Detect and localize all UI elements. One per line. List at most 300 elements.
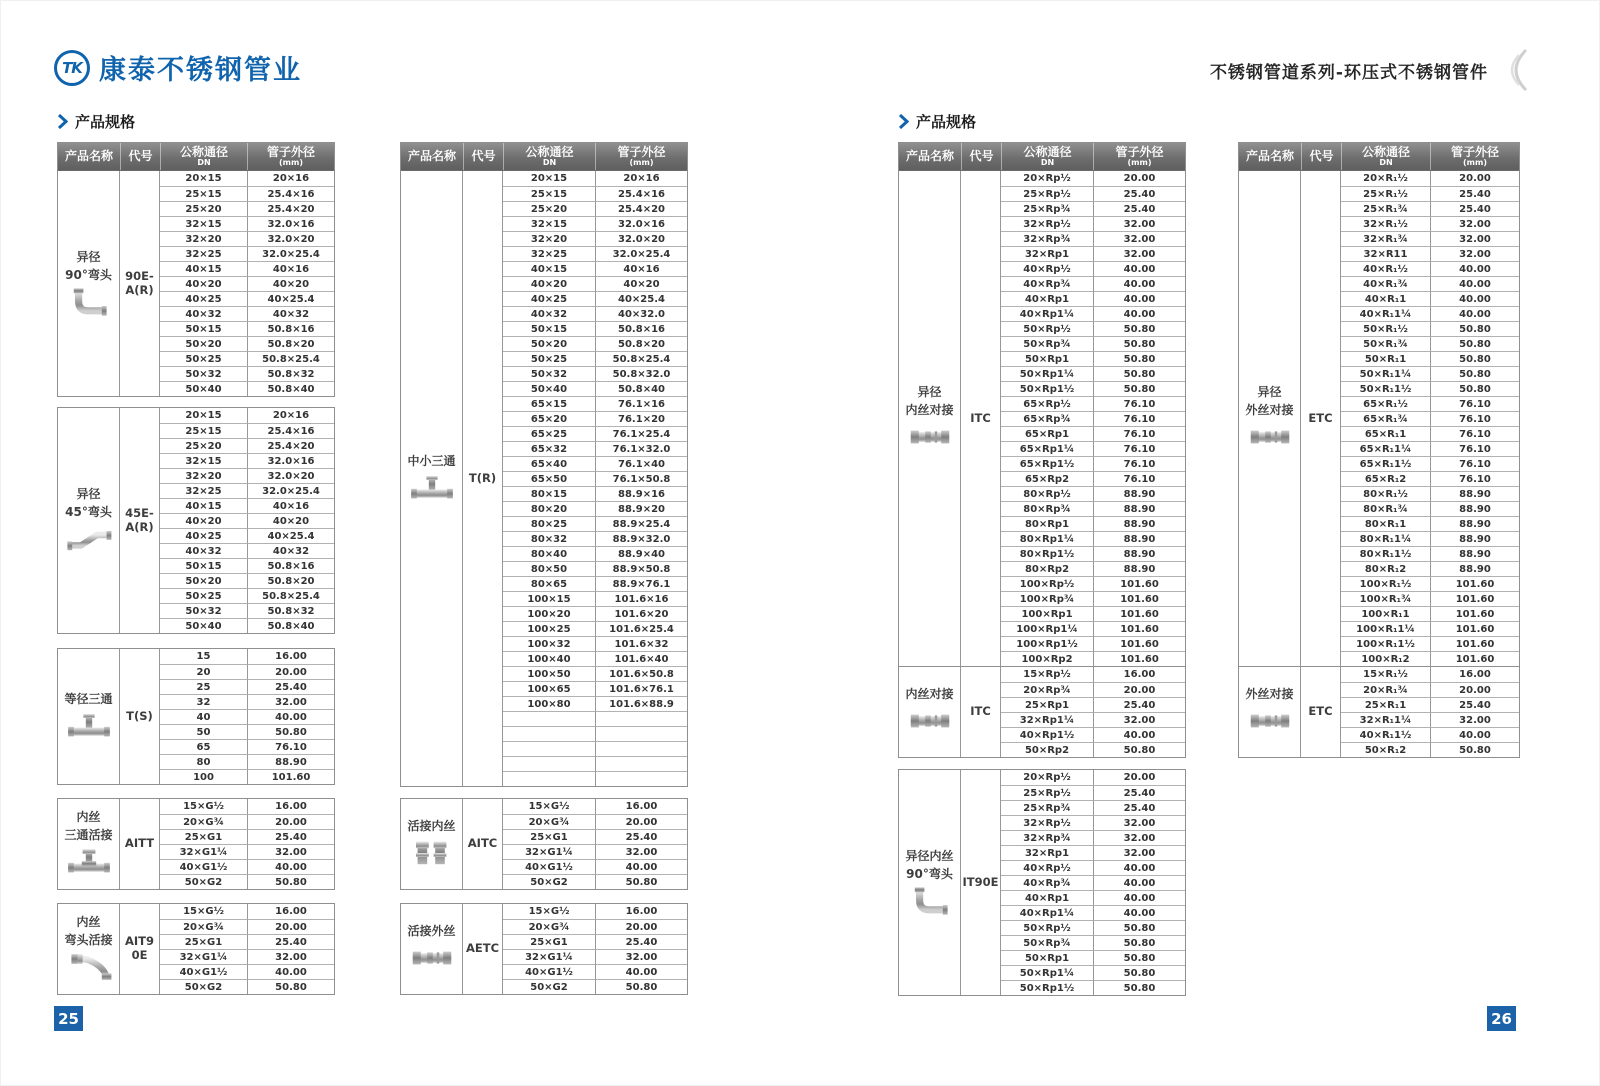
dn-cell: 50×G2 [503,979,595,994]
od-cell: 76.1×50.8 [595,471,687,486]
dn-cell: 20×Rp½ [1023,772,1071,783]
od-cell: 88.90 [1093,501,1185,516]
od-cell: 32.00 [1093,712,1185,727]
od-cell [595,711,687,726]
od-cell: 40.00 [1093,875,1185,890]
product-code: AITC [463,799,503,889]
dn-cell: 100×50 [503,666,595,681]
od-cell: 25.40 [1093,785,1185,800]
dn-cell: 50×R₁¾ [1341,336,1430,351]
od-cell: 76.1×40 [595,456,687,471]
od-cell: 25.4×20 [247,438,334,453]
od-cell: 40.00 [1093,261,1185,276]
od-cell: 50.8×40 [247,381,334,396]
od-cell: 16.00 [595,904,687,919]
dn-cell: 40×R₁1 [1341,291,1430,306]
dn-cell: 15×G½ [528,906,570,917]
column-header-label: 管子外径 [266,145,315,159]
od-cell: 20.00 [1093,171,1185,186]
dn-cell: 100×Rp1 [1001,606,1093,621]
dn-cell: 40×Rp¾ [1001,276,1093,291]
product-section [58,171,334,396]
dn-cell: 65 [160,739,247,754]
union-pair-icon [406,837,458,869]
od-cell: 32.00 [1093,815,1185,830]
dn-cell: 100×25 [503,621,595,636]
dn-cell: 40×25 [160,528,247,543]
dn-cell: 50×15 [503,321,595,336]
dn-cell: 50 [160,724,247,739]
product-code: 90E-A(R) [120,171,160,396]
tee-union-icon [63,846,115,878]
coupling-icon [904,421,956,453]
od-cell: 101.60 [1093,606,1185,621]
od-cell: 40.00 [1093,905,1185,920]
dn-cell [503,741,595,756]
od-cell: 25.40 [247,829,334,844]
od-cell: 32.00 [247,949,334,964]
od-cell: 101.60 [1093,576,1185,591]
spec-table-reducing-tee [400,142,688,787]
od-cell: 25.4×16 [595,186,687,201]
od-cell: 32.0×16 [247,453,334,468]
od-cell: 88.90 [1430,561,1519,576]
dn-cell: 50×20 [503,336,595,351]
dn-cell: 65×R₁¾ [1341,411,1430,426]
od-cell: 76.10 [1093,411,1185,426]
od-cell: 32.0×20 [247,468,334,483]
column-header-sublabel: DN [1379,157,1393,167]
od-cell: 32.0×16 [247,216,334,231]
dn-cell: 50×25 [160,588,247,603]
od-cell: 50.80 [1093,950,1185,965]
od-cell: 32.00 [247,694,334,709]
dn-cell: 80×20 [503,501,595,516]
od-cell: 50.80 [247,724,334,739]
od-cell: 88.90 [1093,546,1185,561]
od-cell: 40×32.0 [595,306,687,321]
product-section [899,171,1185,666]
dn-cell: 40×25 [503,291,595,306]
od-cell: 16.00 [247,799,334,814]
od-cell: 32.00 [247,844,334,859]
company-name: 康泰不锈钢管业 [99,55,302,86]
od-cell: 88.9×50.8 [595,561,687,576]
product-name: 弯头活接 [64,933,113,947]
od-cell: 25.40 [1430,697,1519,712]
od-cell: 25.4×20 [247,201,334,216]
dn-cell: 65×R₁2 [1341,471,1430,486]
dn-cell: 65×32 [503,441,595,456]
od-cell: 88.9×16 [595,486,687,501]
od-cell: 40.00 [1430,276,1519,291]
dn-cell: 20×Rp½ [1023,173,1071,184]
column-header-label: 产品名称 [64,149,113,164]
od-cell: 32.0×16 [595,216,687,231]
od-cell: 101.60 [1430,621,1519,636]
dn-cell: 80×Rp¾ [1001,501,1093,516]
od-cell: 101.60 [1093,651,1185,666]
dn-cell: 15×G½ [183,801,224,812]
od-cell: 40×32 [247,543,334,558]
dn-cell: 40×20 [160,513,247,528]
dn-cell: 40×32 [160,543,247,558]
od-cell: 50.8×25.4 [247,351,334,366]
od-cell: 76.10 [1093,426,1185,441]
od-cell: 50.8×16 [247,558,334,573]
od-cell: 25.4×20 [595,201,687,216]
od-cell: 50.80 [1430,321,1519,336]
dn-cell: 25×R₁¾ [1341,201,1430,216]
spec-table-ait90e [57,903,335,995]
od-cell: 50.80 [1430,381,1519,396]
dn-cell: 15 [196,651,211,662]
dn-cell: 50×32 [160,603,247,618]
dn-cell: 25×G1 [503,829,595,844]
dn-cell: 50×40 [503,381,595,396]
od-cell: 16.00 [247,649,334,664]
dn-cell: 50×Rp1¼ [1001,366,1093,381]
od-cell: 50.8×32 [247,366,334,381]
od-cell: 40.00 [247,859,334,874]
dn-cell: 25 [160,679,247,694]
dn-cell: 15×G½ [528,801,570,812]
dn-cell [503,711,595,726]
spec-table-it90e [898,769,1186,996]
product-name-cell [899,171,961,666]
od-cell: 101.60 [1093,591,1185,606]
product-code: ETC [1301,667,1341,757]
dn-cell: 32×R₁1¼ [1341,712,1430,727]
dn-cell: 50×G2 [160,874,247,889]
od-cell: 32.00 [1430,216,1519,231]
dn-cell: 20×G¾ [160,919,247,934]
dn-cell: 80×Rp2 [1001,561,1093,576]
od-cell: 16.00 [595,799,687,814]
dn-cell: 40×Rp1½ [1001,727,1093,742]
od-cell: 40.00 [595,964,687,979]
od-cell: 88.90 [247,754,334,769]
corner-chevron-icon [1496,48,1530,92]
od-cell: 32.00 [1093,246,1185,261]
product-name-cell [58,408,120,633]
product-section [899,666,1185,757]
od-cell: 88.90 [1430,486,1519,501]
od-cell: 40×25.4 [247,291,334,306]
od-cell: 50.80 [1093,336,1185,351]
elbow45-icon [63,523,115,555]
od-cell: 50.8×40 [247,618,334,633]
dn-cell: 32×G1¼ [160,949,247,964]
od-cell: 88.90 [1430,516,1519,531]
spec-table-elbow90 [57,142,335,397]
product-name-cell [58,649,120,784]
dn-cell: 40×G1½ [160,859,247,874]
od-cell: 50.8×16 [247,321,334,336]
dn-cell: 50×40 [160,618,247,633]
product-code: T(S) [120,649,160,784]
od-cell [595,756,687,771]
dn-cell: 65×50 [503,471,595,486]
od-cell: 25.40 [595,934,687,949]
dn-cell: 65×Rp1¼ [1001,441,1093,456]
product-code: AITT [120,799,160,889]
od-cell: 32.0×25.4 [595,246,687,261]
od-cell: 101.6×32 [595,636,687,651]
dn-cell: 50×Rp¾ [1001,336,1093,351]
column-header [961,143,1001,170]
dn-cell: 65×40 [503,456,595,471]
od-cell: 88.90 [1093,531,1185,546]
dn-cell: 32×Rp¾ [1001,231,1093,246]
dn-cell: 40×G1½ [503,964,595,979]
product-code: ITC [961,667,1001,757]
od-cell: 101.60 [1093,636,1185,651]
dn-cell: 50×15 [160,321,247,336]
dn-cell [503,771,595,786]
dn-cell: 25×Rp¾ [1001,201,1093,216]
column-header [1239,143,1301,170]
dn-cell: 15×G½ [183,906,224,917]
dn-cell: 20×G¾ [160,814,247,829]
column-header [595,143,687,170]
dn-cell: 65×R₁½ [1341,396,1430,411]
od-cell: 32.0×20 [595,231,687,246]
od-cell: 20.00 [247,664,334,679]
od-cell: 101.6×16 [595,591,687,606]
od-cell: 101.60 [1430,636,1519,651]
dn-cell: 32×Rp½ [1001,216,1093,231]
column-header-label: 产品名称 [407,149,456,164]
od-cell: 76.10 [1093,456,1185,471]
dn-cell: 32×G1¼ [160,844,247,859]
dn-cell: 50×20 [160,573,247,588]
od-cell: 101.60 [1430,576,1519,591]
dn-cell: 65×25 [503,426,595,441]
dn-cell: 65×15 [503,396,595,411]
dn-cell: 32×R11 [1341,246,1430,261]
dn-cell: 80×32 [503,531,595,546]
dn-cell: 40×Rp¾ [1001,875,1093,890]
product-name-cell [401,171,463,786]
dn-cell: 80×Rp1 [1001,516,1093,531]
product-section [58,904,334,994]
od-cell: 101.6×50.8 [595,666,687,681]
dn-cell: 50×R₁1½ [1341,381,1430,396]
dn-cell: 25×20 [160,201,247,216]
product-section [58,408,334,633]
column-header-sublabel: (mm) [629,157,654,167]
od-cell: 40×20 [595,276,687,291]
dn-cell: 50×R₁½ [1341,321,1430,336]
dn-cell: 100×Rp1½ [1001,636,1093,651]
od-cell: 32.00 [595,844,687,859]
dn-cell: 100×Rp½ [1001,576,1093,591]
dn-cell: 32×20 [160,468,247,483]
product-code: AIT90E [120,904,160,994]
dn-cell: 100×R₁1¼ [1341,621,1430,636]
product-name-cell [401,799,463,889]
dn-cell: 32×25 [160,483,247,498]
od-cell: 32.0×25.4 [247,246,334,261]
od-cell: 32.00 [1430,712,1519,727]
dn-cell: 40×15 [503,261,595,276]
od-cell: 50.8×25.4 [595,351,687,366]
od-cell: 76.10 [1430,396,1519,411]
od-cell: 88.9×20 [595,501,687,516]
od-cell: 88.90 [1093,486,1185,501]
dn-cell: 50×Rp2 [1001,742,1093,757]
dn-cell: 32×R₁½ [1341,216,1430,231]
od-cell: 32.0×20 [247,231,334,246]
dn-cell: 100×Rp¾ [1001,591,1093,606]
dn-cell: 32×G1¼ [503,844,595,859]
dn-cell: 65×Rp2 [1001,471,1093,486]
dn-cell: 50×32 [160,366,247,381]
dn-cell: 80×R₁2 [1341,561,1430,576]
od-cell: 20.00 [595,814,687,829]
dn-cell: 65×R₁1¼ [1341,441,1430,456]
dn-cell: 50×Rp1½ [1001,381,1093,396]
dn-cell: 25×G1 [160,934,247,949]
od-cell: 50.8×25.4 [247,588,334,603]
od-cell: 88.9×40 [595,546,687,561]
dn-cell: 40×R₁½ [1341,261,1430,276]
od-cell [595,726,687,741]
product-name-cell [1239,171,1301,666]
od-cell: 40.00 [1093,727,1185,742]
column-header-label: 管子外径 [1115,145,1164,159]
od-cell: 88.90 [1430,546,1519,561]
dn-cell: 50×Rp¾ [1001,935,1093,950]
od-cell: 88.9×25.4 [595,516,687,531]
od-cell: 101.60 [1430,606,1519,621]
dn-cell: 50×G2 [160,979,247,994]
product-section [1239,171,1519,666]
od-cell: 40.00 [1093,291,1185,306]
od-cell: 32.00 [1430,231,1519,246]
od-cell: 20×16 [247,408,334,423]
dn-cell: 20×15 [185,173,222,184]
od-cell: 25.40 [1093,800,1185,815]
dn-cell: 80×40 [503,546,595,561]
product-section [58,649,334,784]
dn-cell: 80×R₁½ [1341,486,1430,501]
od-cell: 40×16 [247,498,334,513]
od-cell: 40.00 [1093,306,1185,321]
dn-cell: 40×Rp½ [1001,860,1093,875]
od-cell: 76.1×20 [595,411,687,426]
dn-cell: 40×20 [160,276,247,291]
column-header [1301,143,1341,170]
column-header-label: 公称通径 [1361,145,1410,159]
product-section [899,770,1185,995]
dn-cell: 80×Rp1¼ [1001,531,1093,546]
column-header-label: 代号 [128,149,153,164]
product-section [401,171,687,786]
column-header [120,143,160,170]
product-name: 异径 [1257,384,1282,399]
dn-cell: 32×Rp1 [1001,845,1093,860]
dn-cell: 32×G1¼ [503,949,595,964]
column-header [401,143,463,170]
dn-cell: 40×Rp½ [1001,261,1093,276]
od-cell: 50.80 [1093,351,1185,366]
product-name-cell [58,171,120,396]
table-header-row [58,143,334,171]
od-cell: 101.6×88.9 [595,696,687,711]
product-code: 45E-A(R) [120,408,160,633]
od-cell: 50.80 [1430,742,1519,757]
dn-cell: 25×R₁1 [1341,697,1430,712]
dn-cell: 65×20 [503,411,595,426]
od-cell: 25.4×16 [247,423,334,438]
column-header-sublabel: DN [542,157,557,167]
dn-cell: 100×R₁2 [1341,651,1430,666]
dn-cell: 32 [160,694,247,709]
product-name-cell [58,799,120,889]
table-header-row [401,143,687,171]
tee-icon [406,472,458,504]
od-cell: 40.00 [247,709,334,724]
dn-cell: 40 [160,709,247,724]
dn-cell: 32×15 [160,453,247,468]
dn-cell: 50×R₁1 [1341,351,1430,366]
dn-cell: 100×80 [503,696,595,711]
od-cell: 76.1×25.4 [595,426,687,441]
column-header-label: 产品名称 [1245,149,1294,164]
product-name-cell [899,667,961,757]
column-header [58,143,120,170]
elbow-union-icon [63,951,115,983]
od-cell: 40.00 [1430,261,1519,276]
od-cell: 20.00 [1093,770,1185,785]
od-cell: 88.90 [1093,516,1185,531]
od-cell: 40×20 [247,276,334,291]
dn-cell: 20×G¾ [503,814,595,829]
column-header-label: 管子外径 [617,145,666,159]
dn-cell: 100×40 [503,651,595,666]
dn-cell: 100×65 [503,681,595,696]
column-header-label: 产品名称 [905,149,954,164]
od-cell: 101.6×76.1 [595,681,687,696]
dn-cell: 50×R₁2 [1341,742,1430,757]
tee-icon [63,710,115,742]
od-cell: 20.00 [595,919,687,934]
dn-cell: 32×20 [503,231,595,246]
product-name-cell [1239,667,1301,757]
spec-table-elbow45 [57,407,335,634]
od-cell: 50.80 [1093,742,1185,757]
od-cell: 76.1×32.0 [595,441,687,456]
elbow90-icon [904,885,956,917]
od-cell: 32.00 [1093,231,1185,246]
od-cell: 32.0×25.4 [247,483,334,498]
od-cell: 50.80 [1093,366,1185,381]
od-cell: 25.40 [1093,697,1185,712]
od-cell: 88.90 [1430,501,1519,516]
product-section [401,904,687,994]
product-name: 90°弯头 [906,866,953,881]
dn-cell: 80×R₁1 [1341,516,1430,531]
product-name: 异径 [76,486,101,501]
od-cell: 20×16 [595,171,687,186]
dn-cell: 65×Rp1 [1001,426,1093,441]
od-cell: 32.00 [1093,845,1185,860]
column-header [463,143,503,170]
od-cell: 40×32 [247,306,334,321]
dn-cell: 40×32 [160,306,247,321]
